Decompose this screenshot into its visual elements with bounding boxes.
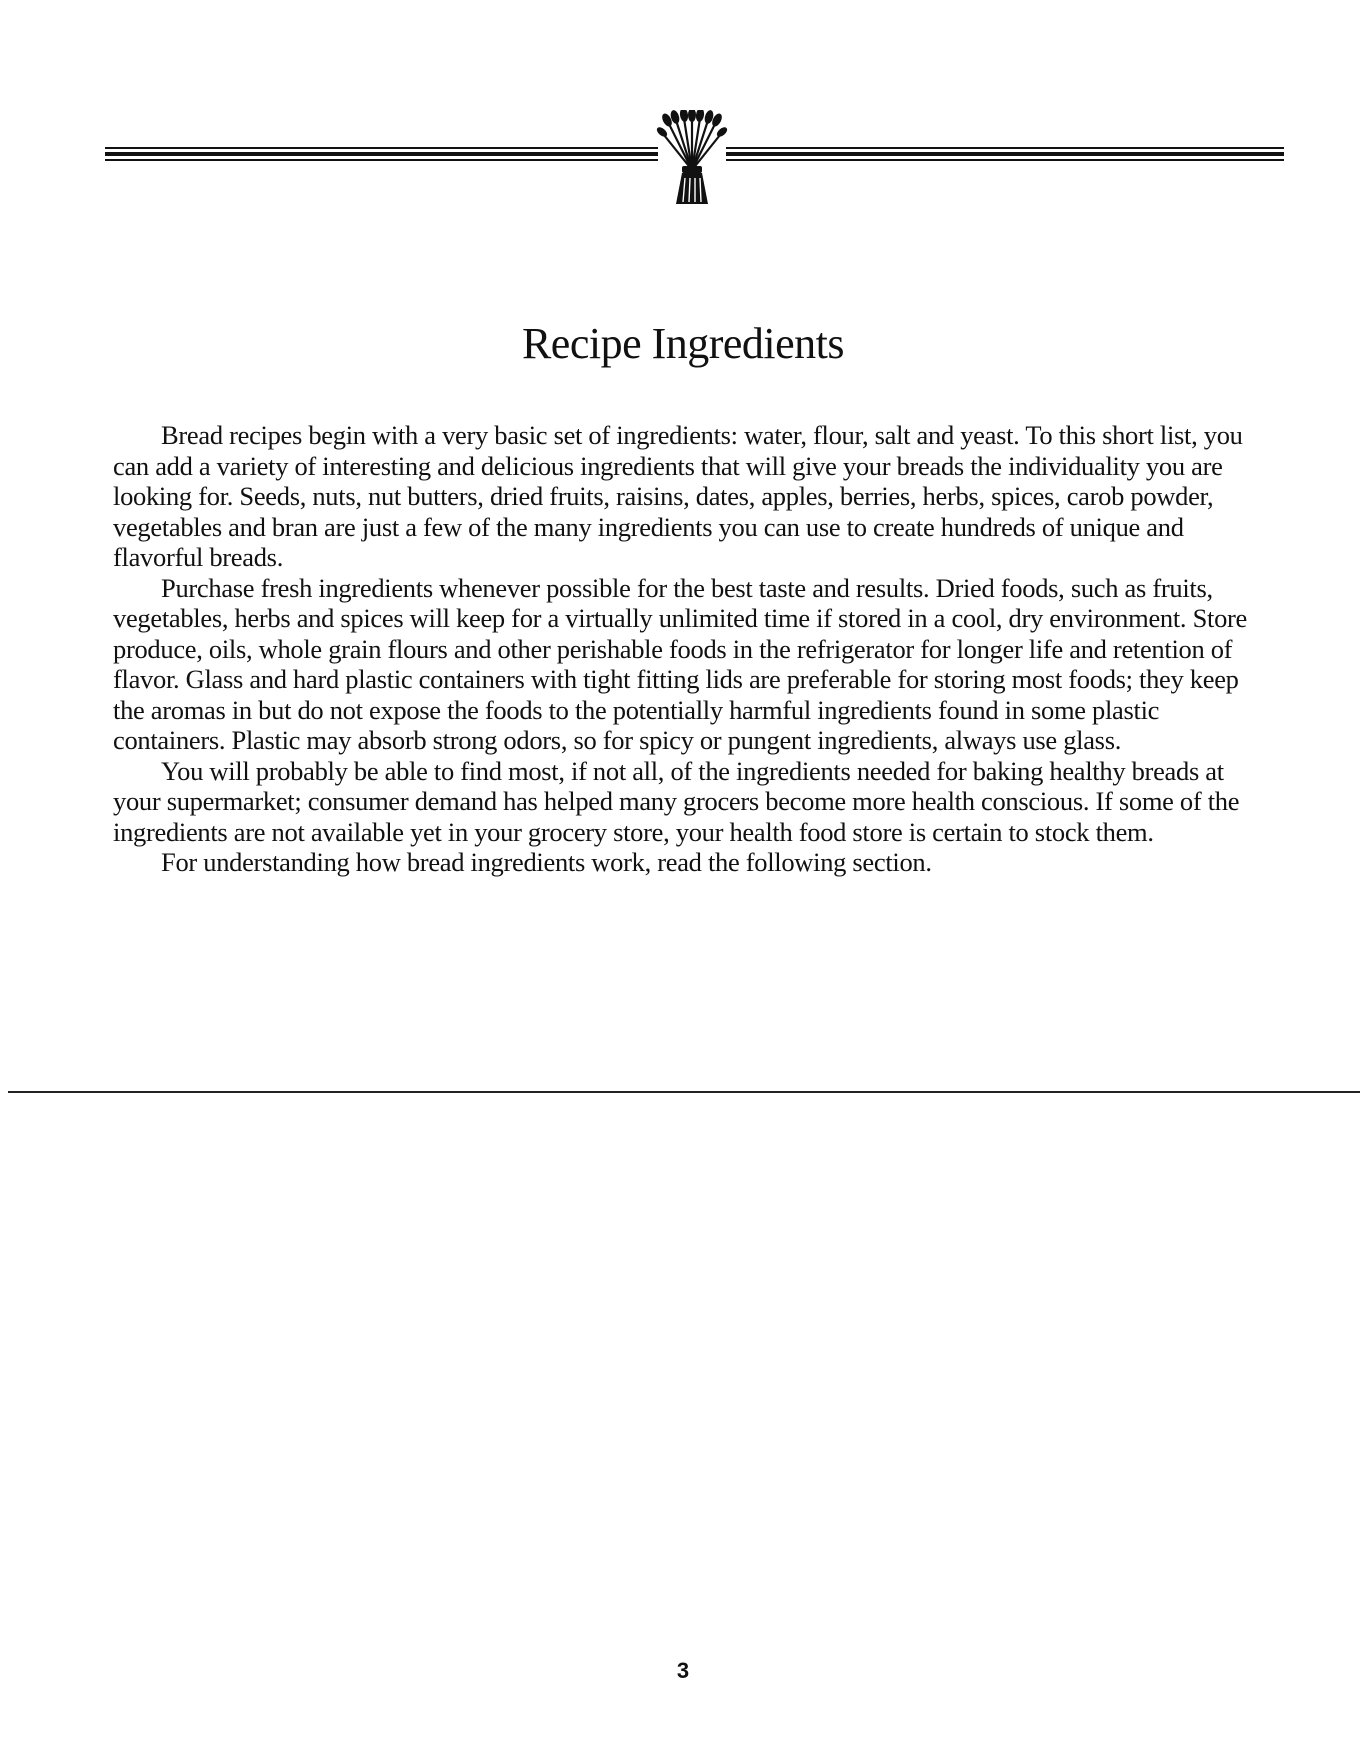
paragraph-2: Purchase fresh ingredients whenever possible for the best taste and results. Dried foods, such as fruits, vegetables, herbs and spices will keep for a virtually unlimited time if stored in a cool, dry environment. Store produce, oils, whole grain flours and other perishable foods in the refrigerator for longer life and retention of flavor. Glass and hard plastic containers with tight fitting lids are preferable for storing most foods; they keep the aromas in but do not expose the foods to the potentially harmful ingredients found in some plastic containers. Plastic may absorb strong odors, so for spicy or pungent ingredients, always use glass. xyxy=(113,572,1248,755)
body-text xyxy=(113,420,1253,878)
paragraph-1: Bread recipes begin with a very basic set of ingredients: water, flour, salt and yeast. To this short list, you can add a variety of interesting and delicious ingredients that will give your breads the individuality you are looking for. Seeds, nuts, nut butters, dried fruits, raisins, dates, apples, berries, herbs, spices, carob powder, vegetables and bran are just a few of the many ingredients you can use to create hundreds of unique and flavorful breads. xyxy=(113,420,1243,572)
page-title: Recipe Ingredients xyxy=(521,319,845,368)
header-rule-right xyxy=(726,147,1284,161)
page-number: 3 xyxy=(676,1658,690,1683)
header-rule-left xyxy=(105,147,658,161)
section-divider xyxy=(8,1091,1360,1093)
paragraph-4: For understanding how bread ingredients work, read the following section. xyxy=(161,847,932,877)
paragraph-3: You will probably be able to find most, if not all, of the ingredients needed for baking healthy breads at your supermarket; consumer demand has helped many grocers become more health conscious. If some of the ingredients are not available yet in your grocery store, your health food store is certain to stock them. xyxy=(113,755,1240,847)
wheat-sheaf-icon xyxy=(656,110,728,206)
